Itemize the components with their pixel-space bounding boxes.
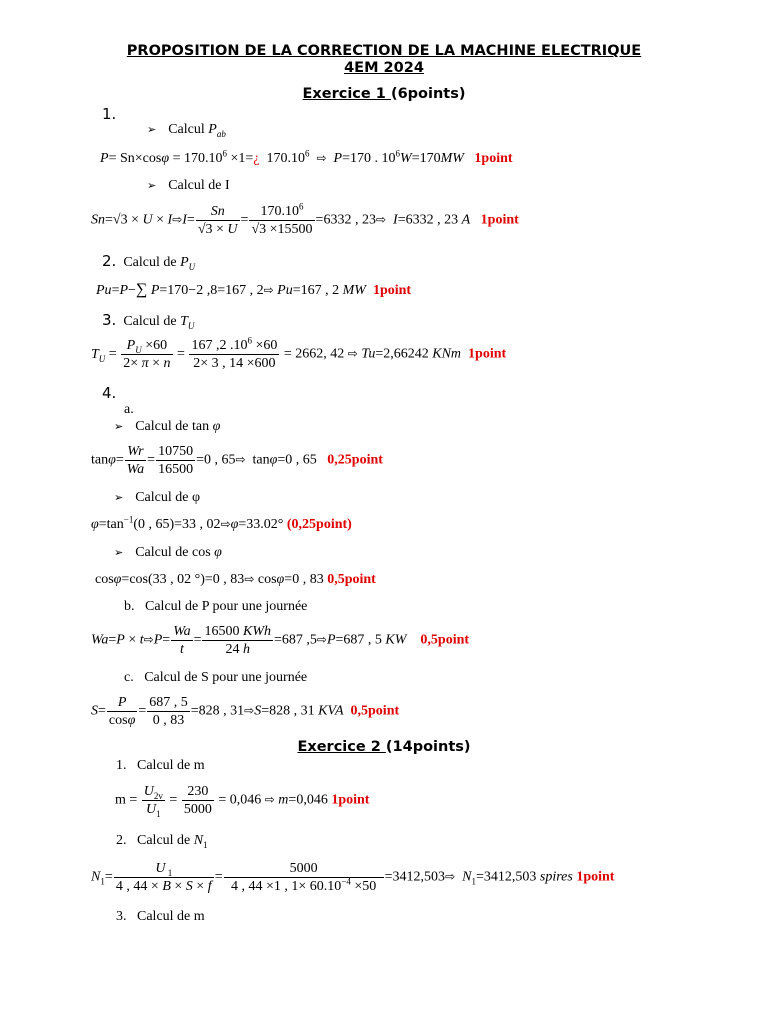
formula-pu: Pu=P−∑ P=170−2 ,8=167 , 2⇨ Pu=167 , 2 MW 1point [96,281,412,298]
exercise-1-points: (6points) [390,86,466,102]
formula-tu: $T_U$ = $\frac{P_U \times 60}{2\times \pi \times n}$ = $\frac{167 ,2 .10^6 \times 60}{2\times 3 , 14 \times 600}$ = 2662, 42 ⇨ Tu=2,66242 KNm 1point [91,335,507,371]
mark-tan: 0,25point [327,452,383,468]
question-1-number: 1. [102,105,117,123]
ex2-question-3: 3. Calcul de m [116,909,205,924]
formula-cos: cosφ=cos(33 , 02 °)=0 , 83⇨ cosφ=0 , 83 0,5point [95,572,376,587]
question-4-number: 4. [102,384,117,402]
bullet-arrow-icon: ➢ [114,491,124,504]
ex2-question-2: 2. Calcul de $N_1$ [116,833,208,850]
ex2-question-1: 1. Calcul de m [116,758,205,773]
title-line-1: PROPOSITION DE LA CORRECTION DE LA MACHINE ELECTRIQUE [126,43,642,59]
mark-p: 1point [474,151,513,166]
bullet-arrow-icon: ➢ [147,123,157,136]
mark-phi: (0,25point) [286,517,352,532]
formula-tan: tanφ= $\frac{Wr}{Wa}$ = $\frac{10750}{16500}$ =0 , 65⇨ tanφ=0 , 65 0,25point [91,444,383,477]
question-3: 3. Calcul de $T_U$ [102,311,195,331]
formula-wa: Wa=P × t⇨P= $\frac{Wa}{t}$ = $\frac{\text{16500 KWh}}{24 h}$ =687 ,5⇨P=687 , 5 KW 0,5point [91,624,470,657]
document-title [0,43,768,77]
exercise-1-title: Exercice 1 [302,86,391,102]
mark-cos: 0,5point [327,572,376,587]
bullet-calcul-i: ➢ Calcul de I [147,178,230,193]
mark-pu: 1point [372,283,412,298]
bullet-calcul-cos: ➢ Calcul de cos φ [114,545,222,560]
bullet-arrow-icon: ➢ [114,420,124,433]
mark-n1: 1point [576,869,615,885]
exercise-2-title: Exercice 2 [297,739,386,755]
question-4b: b. Calcul de P pour une journée [124,599,308,614]
mark-wa: 0,5point [420,632,470,648]
formula-i: Sn=√3 × U × I⇨I= $\frac{Sn}{√3 \times U}$ = $\frac{170.10^6}{√3 \times 15500}$ =6332 , 23⇨ I=6332 , 23 A 1point [91,201,519,237]
formula-phi: $\varphi=\tan^{-1}(0$ , 65)=33 , 02⇨φ=33.02° (0,25point) [91,514,352,532]
formula-m: m = $\frac{U_{2v}}{U_1}$ = $\frac{230}{5000}$ = 0,046 ⇨ m=0,046 1point [115,784,370,819]
question-2: 2. Calcul de $P_U$ [102,252,196,272]
question-4a: a. [124,402,134,417]
formula-p: $P= Sn\times\cos\varphi = 170.10^6$ ×1=¿ 170.10$^6$ ⇨ P=170 . $10^6W=170MW$ 1point [100,148,513,166]
exercise-2-heading [0,739,768,755]
bullet-arrow-icon: ➢ [147,179,157,192]
bullet-calcul-pab: ➢ Calcul $P_{ab}$ [147,122,226,139]
formula-s: S= $\frac{P}{\cos\varphi}$ = $\frac{687 , 5}{0 , 83}$ =828 , 31⇨S=828 , 31 KVA 0,5point [91,695,400,728]
mark-tu: 1point [468,346,507,362]
bullet-calcul-tan: ➢ Calcul de tan φ [114,419,221,434]
bullet-calcul-phi: ➢ Calcul de φ [114,490,201,505]
title-line-2: 4EM 2024 [344,60,424,76]
question-4c: c. Calcul de S pour une journée [124,670,308,685]
exercise-1-heading [0,86,768,102]
exercise-2-points: (14points) [385,739,471,755]
mark-s: 0,5point [350,703,400,719]
mark-i: 1point [480,212,519,228]
bullet-arrow-icon: ➢ [114,546,124,559]
formula-n1: $N_1=$ $\frac{U _1}{4 , 44 \times B \times S \times f}$ = $\frac{5000}{4 , 44 \times 1 , 1\times 60.10^{-4} \times 50}$ =3412,503⇨ $N_1=3412,503$ spires 1point [91,861,615,894]
mark-m: 1point [331,792,370,808]
